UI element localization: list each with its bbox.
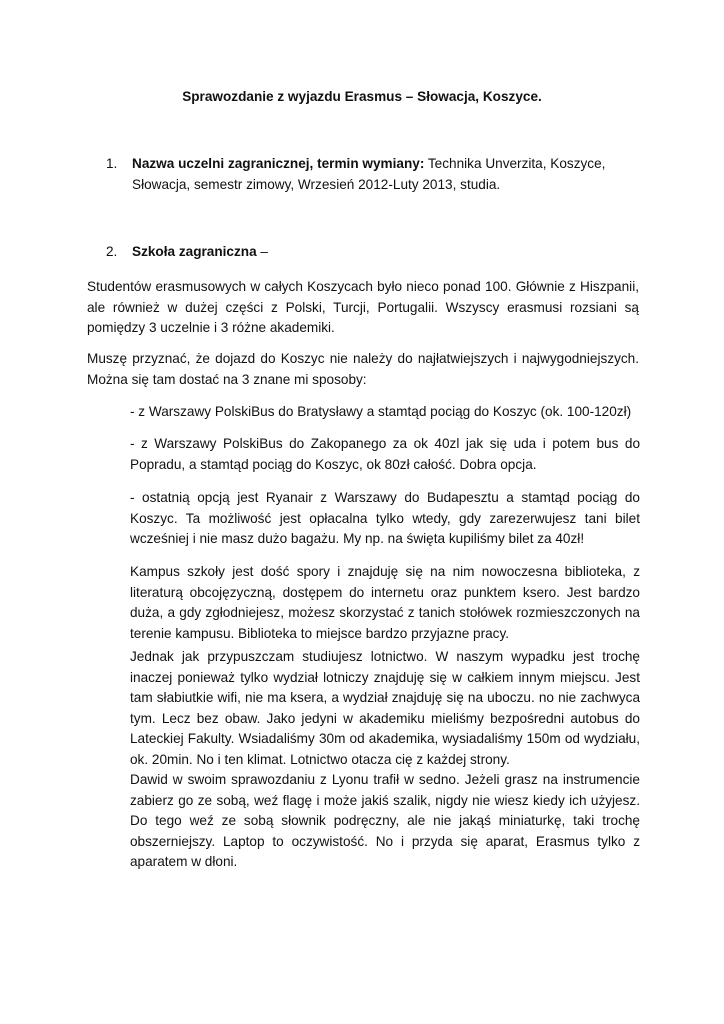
travel-option-1: - z Warszawy PolskiBus do Bratysławy a stamtąd pociąg do Koszyc (ok. 100-120zł) xyxy=(130,404,632,419)
list-number: 1. xyxy=(106,156,118,171)
list-item-label: Nazwa uczelni zagranicznej, termin wymiany: xyxy=(132,156,425,171)
paragraph-advice: Dawid w swoim sprawozdaniu z Lyonu trafił w sedno. Jeżeli grasz na instrumencie zabierz go ze sobą, weź flagę i może jakiś szalik, nigdy nie wiesz kiedy ich użyjesz. Do tego weź ze sobą słownik podręczny, ale nie jakąś miniaturkę, taki trochę obszerniejszy. Laptop to oczywistość. No i przyda się aparat, Erasmus tylko z aparatem w dłoni. xyxy=(130,772,640,869)
paragraph-aviation: Jednak jak przypuszczam studiujesz lotnictwo. W naszym wypadku jest trochę inaczej ponieważ tylko wydział lotniczy znajduję się w całkiem innym miejscu. Jest tam słabiutkie wifi, nie ma ksera, a wydział znajduję się na uboczu. no nie zachwyca tym. Lecz bez obaw. Jako jedyni w akademiku mieliśmy bezpośredni autobus do Lateckiej Fakulty. Wsiadaliśmy 30m od akademika, wysiadaliśmy 150m od wydziału, ok. 20min. No i ten klimat. Lotnictwo otacza cię z każdej strony. xyxy=(130,649,640,767)
paragraph-students: Studentów erasmusowych w całych Koszycach było nieco ponad 100. Głównie z Hiszpanii, ale również w dużej części z Polski, Turcji, Portugalii. Wszyscy erasmusi rozsiani są pomiędzy 3 uczelnie i 3 różne akademiki. xyxy=(87,279,639,335)
travel-option-2: - z Warszawy PolskiBus do Zakopanego za ok 40zl jak się uda i potem bus do Popradu, a stamtąd pociąg do Koszyc, ok 80zł całość. Dobra opcja. xyxy=(130,436,640,472)
paragraph-travel: Muszę przyznać, że dojazd do Koszyc nie należy do najłatwiejszych i najwygodniejszych. Można się tam dostać na 3 znane mi sposoby: xyxy=(87,351,639,387)
list-item-text xyxy=(132,154,642,195)
list-item-school xyxy=(106,242,642,263)
list-item-text xyxy=(132,242,642,263)
paragraph-campus: Kampus szkoły jest dość spory i znajduję się na nim nowoczesna biblioteka, z literaturą obcojęzyczną, dostępem do internetu oraz punktem ksero. Jest bardzo duża, a gdy zgłodniejesz, możesz skorzystać z tanich stołówek rozmieszczonych na terenie kampusu. Biblioteka to miejsce bardzo przyjazne pracy. xyxy=(130,564,640,641)
list-item-university xyxy=(106,154,642,195)
travel-option-3: - ostatnią opcją jest Ryanair z Warszawy do Budapesztu a stamtąd pociąg do Koszyc. Ta możliwość jest opłacalna tylko wtedy, gdy zarezerwujesz tani bilet wcześniej i nie masz dużo bagażu. My np. na święta kupiliśmy bilet za 40zł! xyxy=(130,490,640,546)
list-item-value: – xyxy=(256,244,268,259)
document-title: Sprawozdanie z wyjazdu Erasmus – Słowacja, Koszyce. xyxy=(182,89,542,104)
list-number: 2. xyxy=(106,244,118,259)
list-item-value: Technika Unverzita, Koszyce, Słowacja, semestr zimowy, Wrzesień 2012-Luty 2013, studia. xyxy=(132,156,606,192)
list-item-label: Szkoła zagraniczna xyxy=(132,244,257,259)
